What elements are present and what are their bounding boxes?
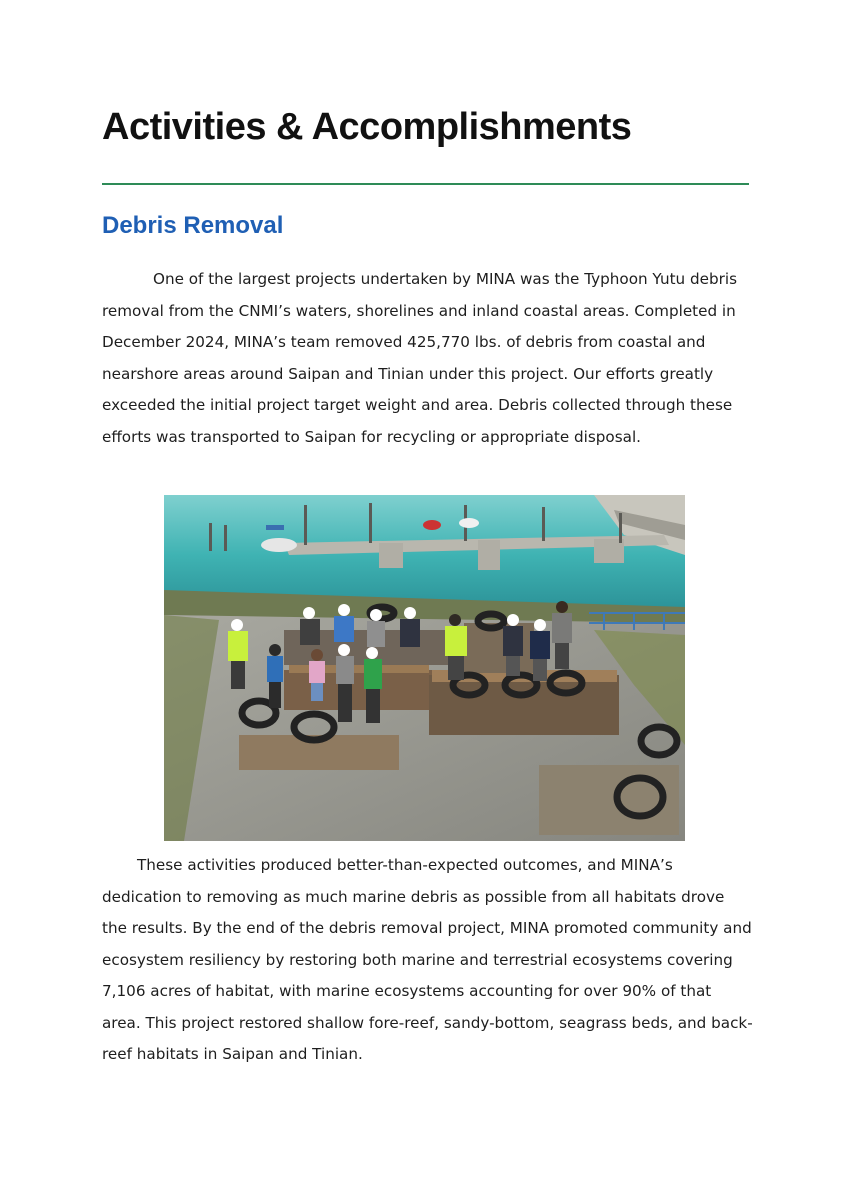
debris-team-photo: [164, 495, 685, 841]
intro-paragraph: One of the largest projects undertaken by MINA was the Typhoon Yutu debris removal from the CNMI’s waters, shorelines and inland coastal areas. Completed in December 2024, MINA’s team removed 425,770 lbs. of debris from coastal and nearshore areas around Saipan and Tinian under this project. Our efforts greatly exceeded the initial project target weight and area. Debris collected through these efforts was transported to Saipan for recycling or appropriate disposal.: [102, 270, 738, 446]
section-title: Debris Removal: [102, 212, 284, 239]
page-title: Activities & Accomplishments: [102, 106, 632, 148]
title-divider: [102, 183, 749, 185]
outcomes-paragraph: These activities produced better-than-expected outcomes, and MINA’s dedication to removing as much marine debris as possible from all habitats drove the results. By the end of the debris removal project, MINA promoted community and ecosystem resiliency by restoring both marine and terrestrial ecosystems covering 7,106 acres of habitat, with marine ecosystems accounting for over 90% of that area. This project restored shallow fore-reef, sandy-bottom, seagrass beds, and back-reef habitats in Saipan and Tinian.: [102, 856, 753, 1063]
